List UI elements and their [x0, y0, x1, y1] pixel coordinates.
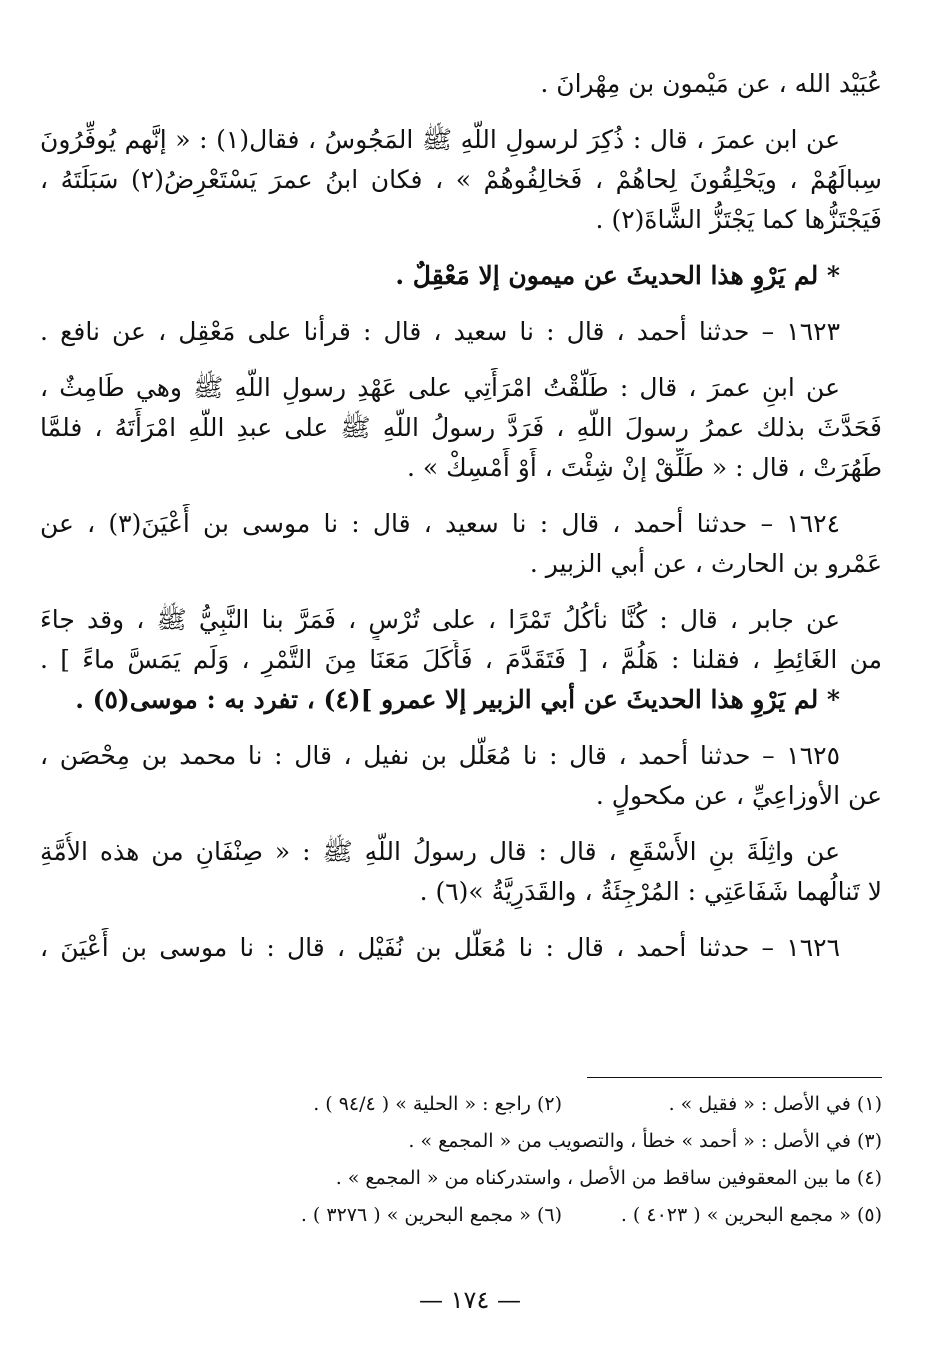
text-line: فَحَدَّثَ بذلك عمرُ رسولَ اللَّهِ ، فَرَدَّ رسولُ اللَّهِ ﷺ على عبدِ اللَّهِ امْرَأَتَهُ ، فلمَّا [40, 413, 882, 442]
text-line: عن ابن عمرَ ، قال : ذُكِرَ لرسولِ اللَّهِ ﷺ المَجُوسُ ، فقال(١) : « إنَّهم يُوفِّرُونَ [40, 125, 840, 154]
footnote-row [40, 1197, 882, 1234]
text-line: عَمْرو بن الحارث ، عن أبي الزبير . [529, 549, 882, 578]
text-line: سِبالَهُمْ ، ويَحْلِقُونَ لِحاهُمْ ، فَخالِفُوهُمْ » ، فكان ابنُ عمرَ يَسْتَعْرِضُ(٢) سَبَلَتَهُ ، [40, 165, 882, 194]
text-line: من الغَائِطِ ، فقلنا : هَلُمَّ ، [ فَتَقَدَّمَ ، فَأَكَلَ مَعَنَا مِنَ التَّمْرِ ، وَلَم يَمَسَّ ماءً ] . [40, 645, 882, 674]
text-line: عن الأوزاعِيِّ ، عن مكحولٍ . [595, 781, 882, 810]
hadith-number-line: ١٦٢٦ – حدثنا أحمد ، قال : نا مُعَلَّل بن نُفَيْل ، قال : نا موسى بن أَعْيَنَ ، [40, 933, 840, 962]
hadith-number-line: ١٦٢٣ – حدثنا أحمد ، قال : نا سعيد ، قال : قرأنا على مَعْقِل ، عن نافع . [40, 317, 840, 346]
footnote: (٣) في الأصل : « أحمد » خطأ ، والتصويب من « المجمع » . [408, 1130, 882, 1152]
text-line: عن ابنِ عمرَ ، قال : طَلَّقْتُ امْرَأَتِي على عَهْدِ رسولِ اللَّهِ ﷺ وهي طَامِثٌ ، [40, 373, 840, 402]
footnote-row [40, 1160, 882, 1197]
hadith-number-line: ١٦٢٤ – حدثنا أحمد ، قال : نا سعيد ، قال : نا موسى بن أَعْيَنَ(٣) ، عن [40, 509, 840, 538]
footnote: (١) في الأصل : « فقيل » . [668, 1093, 882, 1115]
main-text [40, 64, 882, 968]
text-line: لا تَنالُهما شَفَاعَتِي : المُرْجِئَةُ ، والقَدَرِيَّةُ »(٦) . [419, 877, 882, 906]
text-line: عُبَيْد الله ، عن مَيْمون بن مِهْرانَ . [540, 69, 882, 98]
text-line: طَهُرَتْ ، قال : « طَلِّقْ إنْ شِئْتَ ، أَوْ أَمْسِكْ » . [406, 453, 882, 482]
hadith-number-line: ١٦٢٥ – حدثنا أحمد ، قال : نا مُعَلَّل بن نفيل ، قال : نا محمد بن مِحْصَن ، [40, 741, 840, 770]
footnote: (٦) « مجمع البحرين » ( ٣٢٧٦ ) . [300, 1204, 562, 1226]
footnote: (٤) ما بين المعقوفين ساقط من الأصل ، واستدركناه من « المجمع » . [335, 1167, 882, 1189]
note-line: * لم يَرْوِ هذا الحديثَ عن ميمون إلا مَعْقِلٌ . [395, 261, 840, 290]
note-line: * لم يَرْوِ هذا الحديثَ عن أبي الزبير إلا عمرو ](٤) ، تفرد به : موسى(٥) . [75, 685, 840, 714]
text-line: فَيَجْتَزُّها كما يَجْتَزُّ الشَّاةَ(٢) . [595, 205, 882, 234]
text-line: عن جابر ، قال : كُنَّا نأكُلُ تَمْرًا ، على تُرْسٍ ، فَمَرَّ بنا النَّبِيُّ ﷺ ، وقد جاءَ [40, 605, 840, 634]
footnote: (٥) « مجمع البحرين » ( ٤٠٢٣ ) . [620, 1204, 882, 1226]
footnotes [40, 1086, 882, 1234]
footnote: (٢) راجع : « الحلية » ( ٩٤/٤ ) . [313, 1093, 562, 1115]
page-number: — ١٧٤ — [419, 1286, 521, 1314]
footnote-row [40, 1123, 882, 1160]
footnote-row [40, 1086, 882, 1123]
text-line: عن واثِلَةَ بنِ الأَسْقَعِ ، قال : قال رسولُ اللَّهِ ﷺ : « صِنْفَانِ من هذه الأُمَّةِ [40, 837, 840, 866]
footnote-separator [587, 1077, 882, 1078]
